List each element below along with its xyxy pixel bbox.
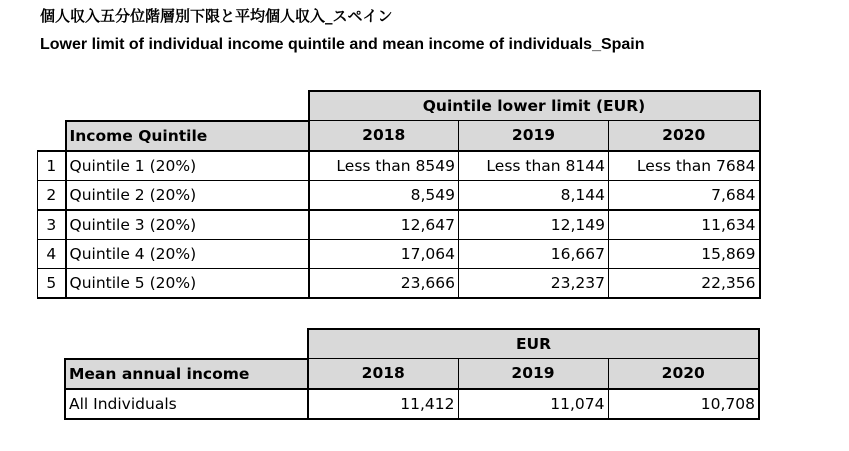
empty-cell bbox=[66, 91, 309, 121]
quintile-label: Quintile 2 (20%) bbox=[66, 180, 309, 210]
quintile-value: 12,647 bbox=[309, 210, 459, 240]
quintile-row-header: Income Quintile bbox=[66, 121, 309, 151]
table-row bbox=[38, 210, 760, 240]
mean-label: All Individuals bbox=[65, 389, 308, 419]
empty-cell bbox=[37, 359, 65, 389]
quintile-value: 8,549 bbox=[309, 180, 459, 210]
eur-group-header: EUR bbox=[308, 329, 759, 359]
quintile-table bbox=[37, 90, 761, 299]
year-header-2020: 2020 bbox=[609, 121, 760, 151]
quintile-value: Less than 8144 bbox=[459, 151, 609, 181]
quintile-value: 12,149 bbox=[459, 210, 609, 240]
empty-cell bbox=[65, 329, 308, 359]
mean-income-table bbox=[37, 328, 760, 420]
quintile-value: 23,237 bbox=[459, 268, 609, 298]
quintile-value: 16,667 bbox=[459, 239, 609, 268]
page-title-english: Lower limit of individual income quintile and mean income of individuals_Spain bbox=[40, 36, 645, 53]
table-row bbox=[38, 151, 760, 181]
table-row bbox=[38, 239, 760, 268]
quintile-value: 22,356 bbox=[609, 268, 760, 298]
page-title-japanese: 個人収入五分位階層別下限と平均個人収入_スペイン bbox=[40, 7, 393, 25]
quintile-group-header: Quintile lower limit (EUR) bbox=[309, 91, 760, 121]
row-number: 4 bbox=[38, 239, 66, 268]
quintile-value: 7,684 bbox=[609, 180, 760, 210]
empty-cell bbox=[38, 121, 66, 151]
quintile-label: Quintile 3 (20%) bbox=[66, 210, 309, 240]
empty-cell bbox=[38, 91, 66, 121]
quintile-value: 17,064 bbox=[309, 239, 459, 268]
table-row bbox=[38, 180, 760, 210]
quintile-value: 11,634 bbox=[609, 210, 760, 240]
mean-value: 11,412 bbox=[308, 389, 458, 419]
quintile-label: Quintile 1 (20%) bbox=[66, 151, 309, 181]
year-header-2020: 2020 bbox=[608, 359, 759, 389]
year-header-2018: 2018 bbox=[309, 121, 459, 151]
quintile-value: Less than 7684 bbox=[609, 151, 760, 181]
quintile-label: Quintile 5 (20%) bbox=[66, 268, 309, 298]
row-number: 1 bbox=[38, 151, 66, 181]
quintile-value: 15,869 bbox=[609, 239, 760, 268]
year-header-2018: 2018 bbox=[308, 359, 458, 389]
year-header-2019: 2019 bbox=[458, 359, 608, 389]
quintile-label: Quintile 4 (20%) bbox=[66, 239, 309, 268]
row-number: 3 bbox=[38, 210, 66, 240]
empty-cell bbox=[37, 389, 65, 419]
year-header-2019: 2019 bbox=[459, 121, 609, 151]
quintile-value: Less than 8549 bbox=[309, 151, 459, 181]
empty-cell bbox=[37, 329, 65, 359]
mean-value: 10,708 bbox=[608, 389, 759, 419]
quintile-value: 8,144 bbox=[459, 180, 609, 210]
row-number: 2 bbox=[38, 180, 66, 210]
table-row bbox=[38, 268, 760, 298]
table-row bbox=[37, 389, 759, 419]
mean-value: 11,074 bbox=[458, 389, 608, 419]
quintile-value: 23,666 bbox=[309, 268, 459, 298]
row-number: 5 bbox=[38, 268, 66, 298]
mean-row-header: Mean annual income bbox=[65, 359, 308, 389]
